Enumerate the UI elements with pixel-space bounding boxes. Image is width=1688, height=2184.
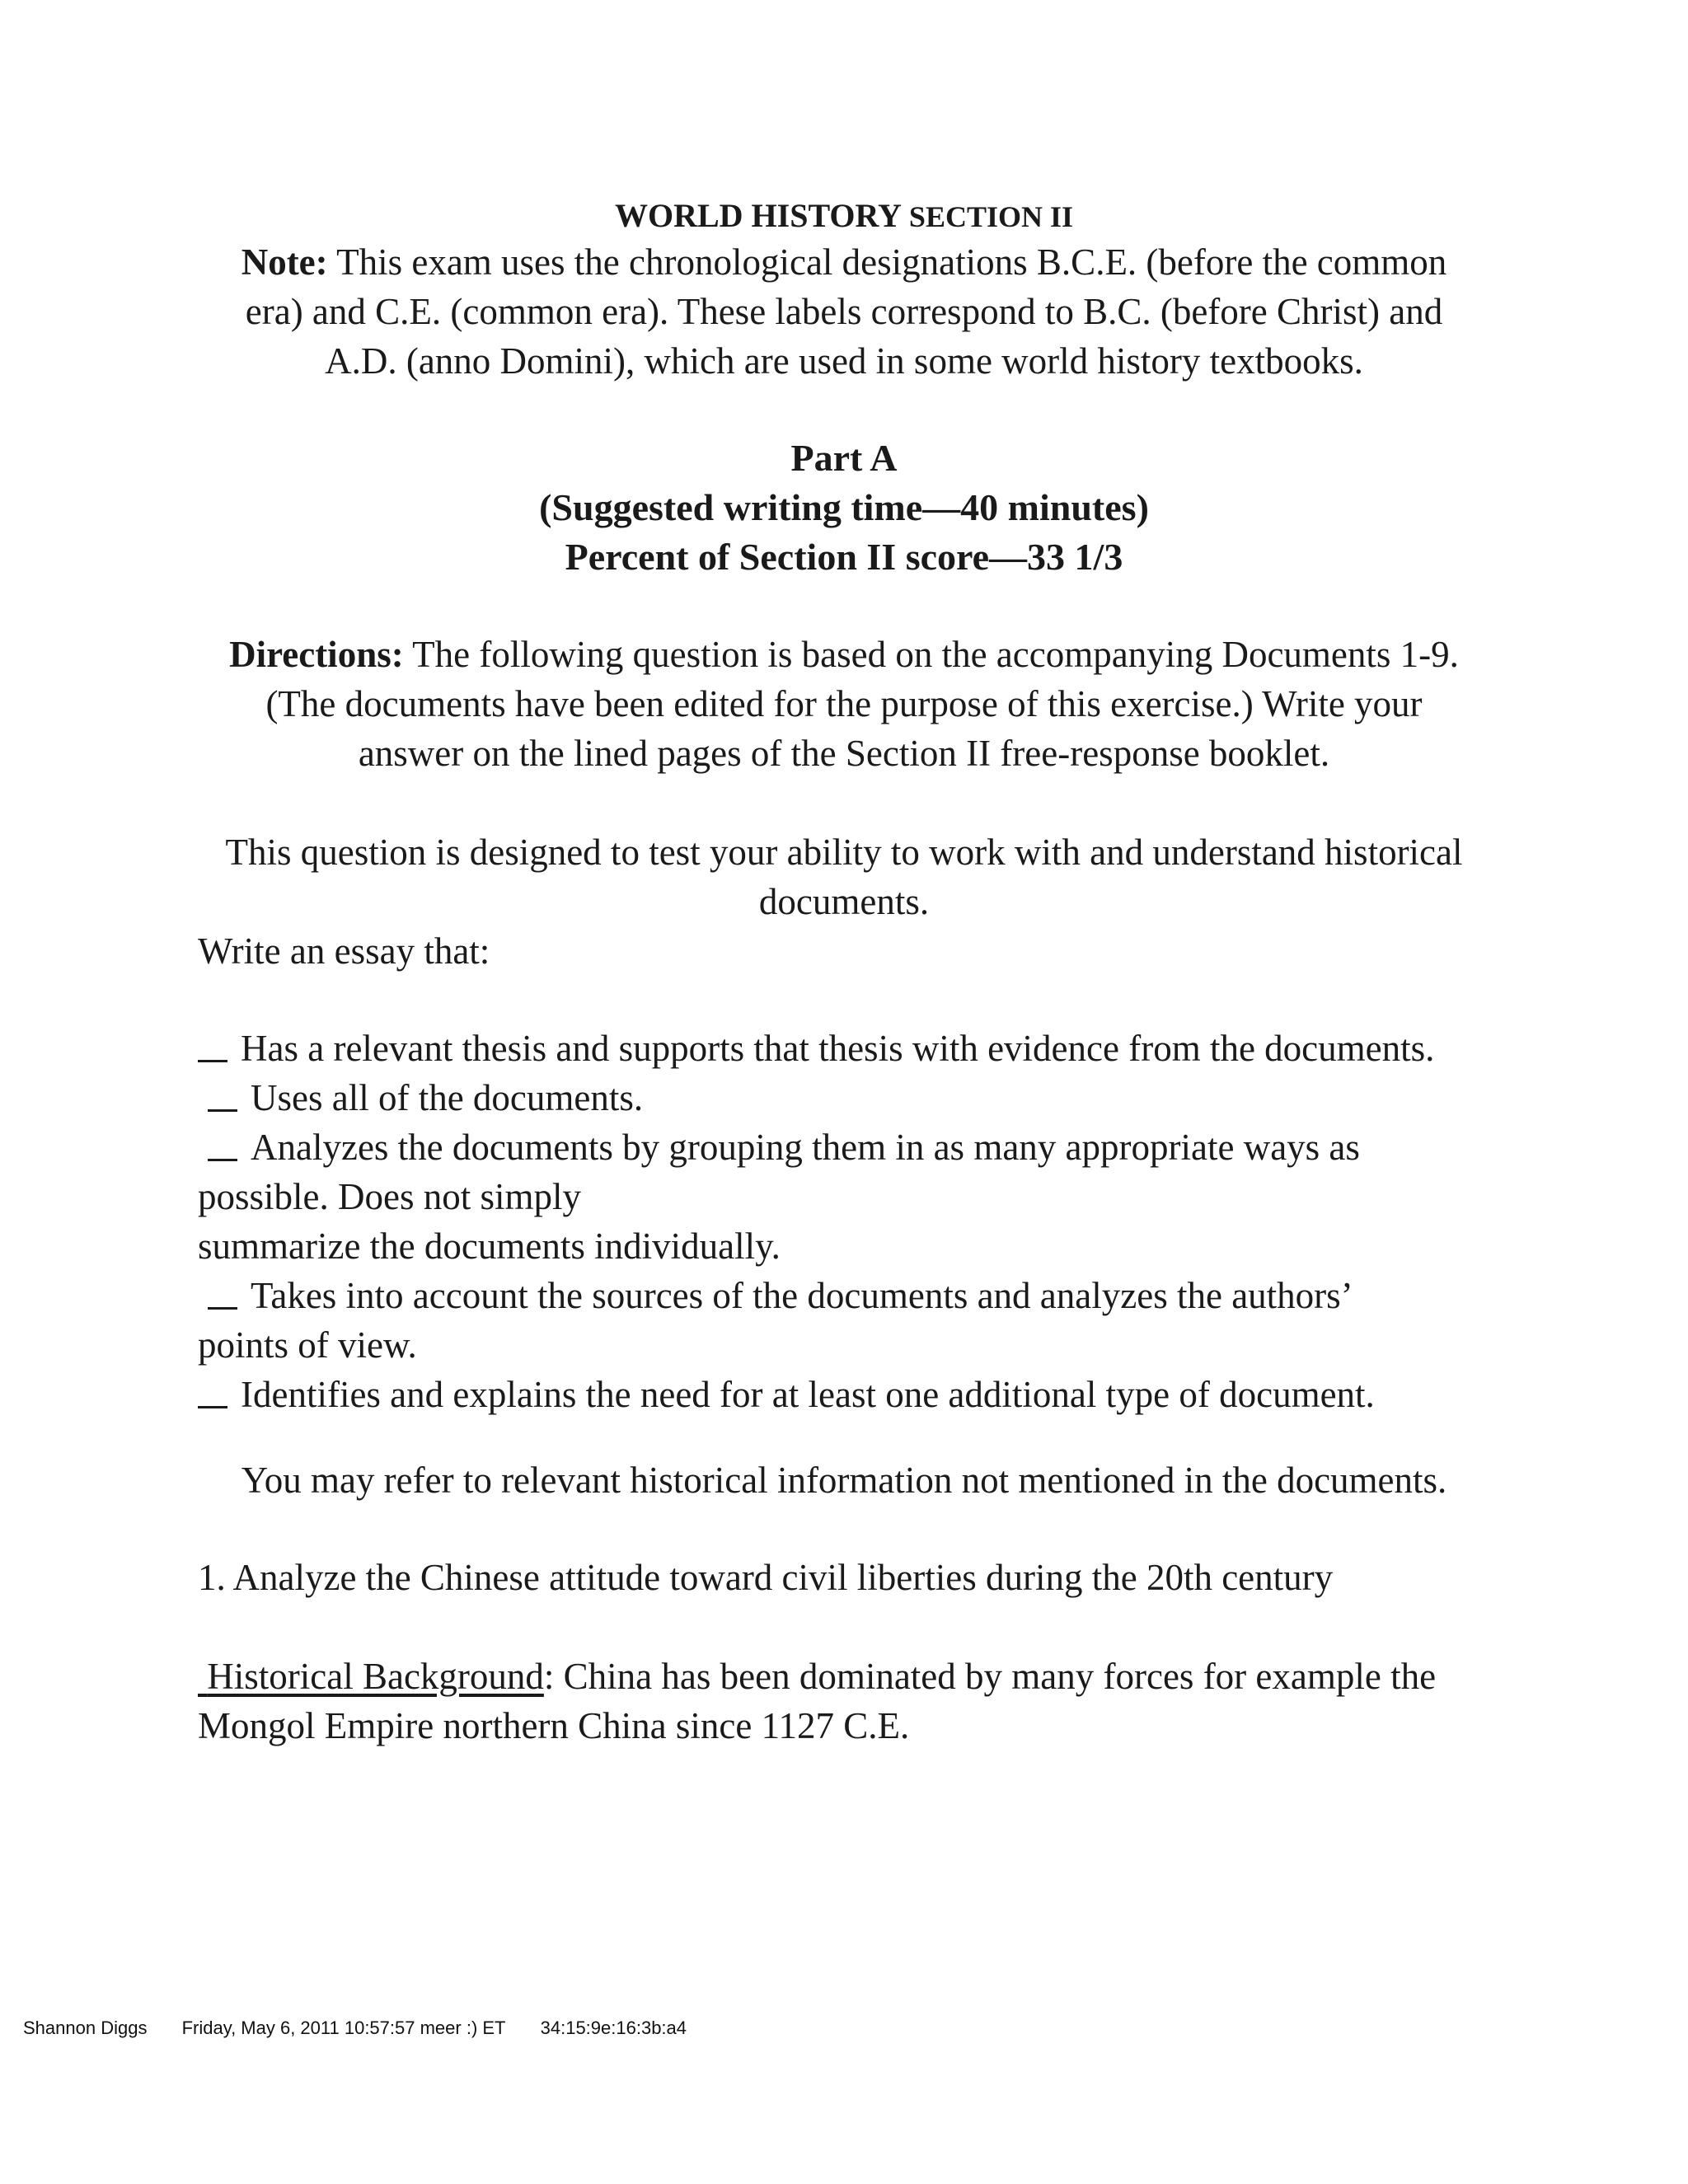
checklist-item-3-line-3: summarize the documents individually.	[198, 1226, 781, 1267]
note-line-1	[0, 237, 1688, 287]
note-text-1: This exam uses the chronological designations B.C.E. (before the common	[336, 241, 1447, 283]
checkbox-blank	[208, 1307, 237, 1310]
part-time: (Suggested writing time—40 minutes)	[539, 486, 1149, 528]
directions-line-2: (The documents have been edited for the purpose of this exercise.) Write your	[265, 683, 1423, 724]
note-line-2: era) and C.E. (common era). These labels correspond to B.C. (before Christ) and	[245, 291, 1443, 332]
checklist-item-4-line-2: points of view.	[198, 1324, 417, 1366]
directions-line-1	[0, 630, 1688, 679]
checkbox-blank	[208, 1109, 237, 1112]
checklist-item-3-text: Analyzes the documents by grouping them in as many appropriate ways as	[251, 1127, 1360, 1168]
part-title: Part A	[790, 437, 898, 479]
question-1: 1. Analyze the Chinese attitude toward civil liberties during the 20th century	[198, 1557, 1334, 1598]
checklist-item-4	[198, 1271, 1353, 1320]
background-line-2: Mongol Empire northern China since 1127 C.E.	[198, 1705, 910, 1746]
part-percent: Percent of Section II score—33 1/3	[565, 536, 1123, 578]
essay-intro: Write an essay that:	[198, 930, 490, 972]
checklist-item-5	[198, 1370, 1375, 1419]
checklist-item-4-text: Takes into account the sources of the documents and analyzes the authors’	[251, 1275, 1353, 1316]
checklist-item-3-line-2: possible. Does not simply	[198, 1176, 582, 1217]
checklist-item-3	[198, 1122, 1360, 1172]
directions-line-3: answer on the lined pages of the Section II free-response booklet.	[358, 733, 1330, 774]
checklist-item-2-text: Uses all of the documents.	[251, 1077, 644, 1118]
checklist-item-1-text: Has a relevant thesis and supports that thesis with evidence from the documents.	[241, 1028, 1435, 1069]
title-prefix: WORLD HISTORY	[614, 197, 902, 234]
checklist-item-2	[198, 1073, 643, 1122]
background-line-1	[198, 1652, 1436, 1701]
checklist-item-5-text: Identifies and explains the need for at least one additional type of document.	[241, 1374, 1375, 1415]
checkbox-blank	[198, 1060, 227, 1062]
section-title	[0, 191, 1688, 241]
purpose-line-1: This question is designed to test your ability to work with and understand historical	[225, 832, 1463, 873]
refer-note: You may refer to relevant historical information not mentioned in the documents.	[241, 1460, 1447, 1501]
directions-text-1: The following question is based on the accompanying Documents 1-9.	[412, 634, 1459, 675]
background-text-1: : China has been dominated by many forces for example the	[543, 1656, 1437, 1697]
note-line-3: A.D. (anno Domini), which are used in some world history textbooks.	[325, 340, 1363, 382]
note-label: Note:	[241, 241, 328, 283]
title-suffix: SECTION II	[908, 200, 1073, 233]
purpose-line-2: documents.	[758, 881, 930, 922]
footer-name: Shannon Diggs	[23, 2018, 148, 2038]
checkbox-blank	[198, 1406, 227, 1408]
footer-code: 34:15:9e:16:3b:a4	[540, 2018, 687, 2038]
checklist-item-1	[198, 1024, 1434, 1073]
checkbox-blank	[208, 1159, 237, 1161]
print-footer	[23, 2018, 716, 2039]
footer-timestamp: Friday, May 6, 2011 10:57:57 meer :) ET	[181, 2018, 506, 2038]
directions-label: Directions:	[229, 634, 404, 675]
background-label: Historical Background	[207, 1656, 544, 1697]
